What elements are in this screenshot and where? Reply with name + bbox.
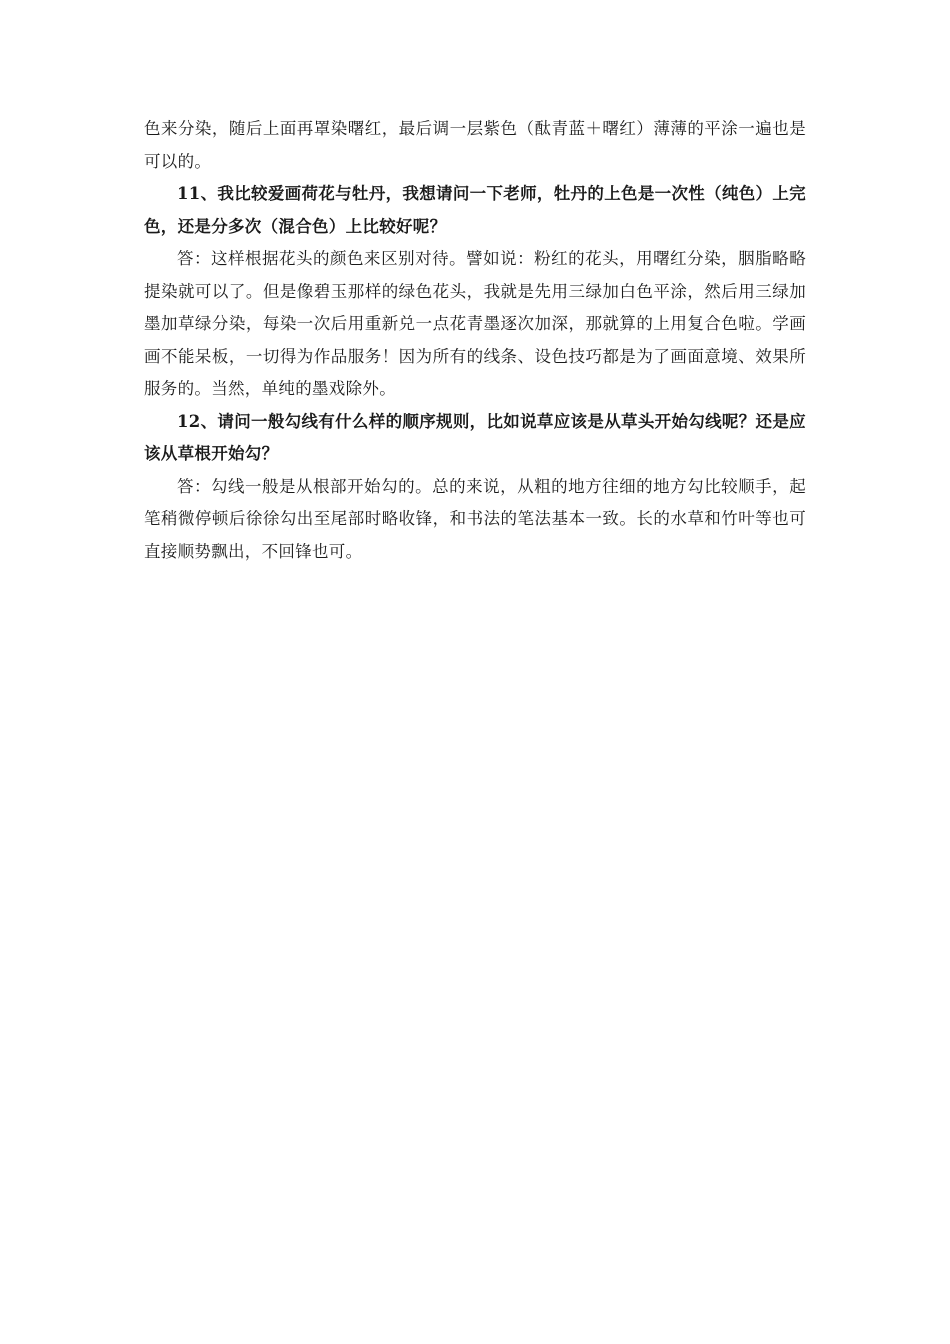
answer-12-paragraph: 答：勾线一般是从根部开始勾的。总的来说，从粗的地方往细的地方勾比较顺手，起笔稍微停顿后徐徐勾出至尾部时略收锋，和书法的笔法基本一致。长的水草和竹叶等也可直接顺势飘出，不回锋也可。 (144, 476, 806, 561)
answer-11-paragraph: 答：这样根据花头的颜色来区别对待。譬如说：粉红的花头，用曙红分染，胭脂略略提染就可以了。但是像碧玉那样的绿色花头，我就是先用三绿加白色平涂，然后用三绿加墨加草绿分染，每染一次后用重新兑一点花青墨逐次加深，那就算的上用复合色啦。学画画不能呆板，一切得为作品服务！因为所有的线条、设色技巧都是为了画面意境、效果所服务的。当然，单纯的墨戏除外。 (144, 249, 806, 398)
question-12-paragraph: 12、请问一般勾线有什么样的顺序规则，比如说草应该是从草头开始勾线呢？还是应该从草根开始勾？ (144, 411, 806, 463)
question-11-paragraph: 11、我比较爱画荷花与牡丹，我想请问一下老师，牡丹的上色是一次性（纯色）上完色，还是分多次（混合色）上比较好呢？ (144, 184, 806, 236)
document-page (144, 113, 806, 568)
answer-continuation-paragraph: 色来分染，随后上面再罩染曙红，最后调一层紫色（酞青蓝＋曙红）薄薄的平涂一遍也是可以的。 (144, 119, 806, 171)
